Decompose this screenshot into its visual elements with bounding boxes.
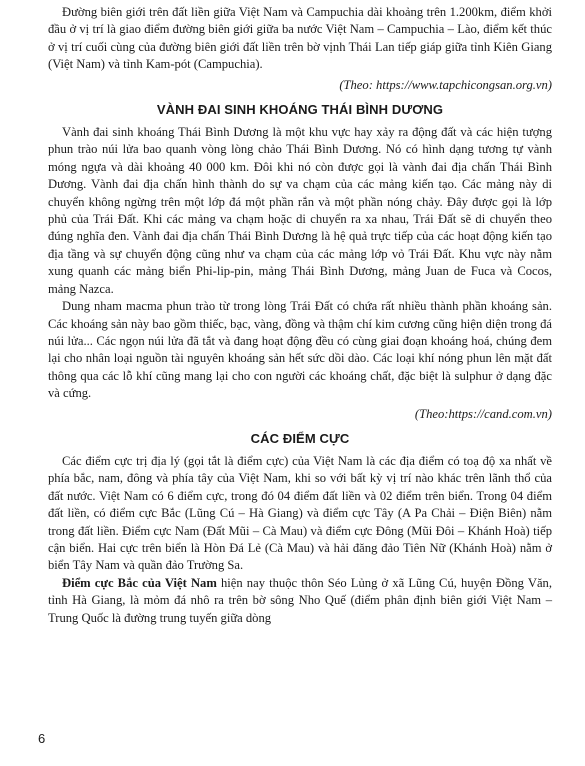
extreme-points-paragraph-1: Các điểm cực trị địa lý (gọi tắt là điểm cực) của Việt Nam là các địa điểm có toạ độ xa nhất về phía bắc, nam, đông và phía tây của Việt Nam, khi so với bất kỳ vị trí nào khác trên lãnh thổ của đất nước. Việt Nam có 6 điểm cực, trong đó 04 điểm đất liền và 02 điểm trên biển. Trong 04 điểm đất liền, có điểm cực Bắc (Lũng Cú – Hà Giang) và điểm cực Tây (A Pa Chải – Điện Biên) nằm trong đất liền. Điểm cực Nam (Đất Mũi – Cà Mau) và điểm cực Đông (Mũi Đôi – Khánh Hoà) tiếp cận biển. Hai cực trên biển là Hòn Đá Lẻ (Cà Mau) và hải đăng đảo Tiên Nữ (Khánh Hoà) nằm ở biển Tây Nam và quần đảo Trường Sa.	[48, 453, 552, 573]
page-number: 6	[38, 731, 46, 746]
northernmost-point-term: Điểm cực Bắc của Việt Nam	[62, 575, 217, 590]
northernmost-point-description: hiện nay thuộc thôn Séo Lủng ở xã Lũng Cú, huyện Đồng Văn, tỉnh Hà Giang, là mỏm đá nhô ra trên bờ sông Nho Quế (điểm phân định biên giới Việt Nam – Trung Quốc là đường trung tuyến giữa dòng	[48, 575, 552, 625]
section-title-extreme-points: CÁC ĐIỂM CỰC	[250, 430, 350, 446]
pacific-belt-paragraph-1: Vành đai sinh khoáng Thái Bình Dương là một khu vực hay xảy ra động đất và các hiện tượng phun trào núi lửa bao quanh vòng lòng chảo Thái Bình Dương. Nó có hình dạng tương tự vành móng ngựa và dài khoảng 40 000 km. Đôi khi nó còn được gọi là vành đai địa chấn Thái Bình Dương. Vành đai địa chấn hình thành do sự va chạm của các mảng kiến tạo. Các mảng này di chuyển không ngừng trên một lớp đá một phần rắn và một phần nóng chảy. Đây được gọi là lớp phủ của Trái Đất. Khi các mảng va chạm hoặc di chuyển ra xa nhau, Trái Đất sẽ di chuyển theo đúng nghĩa đen. Vành đai địa chấn Thái Bình Dương là hệ quả trực tiếp của các hoạt động kiến tạo địa tầng và sự chuyển động cũng như va chạm của các mảng lớp vỏ Trái Đất. Khu vực này nằm xung quanh các mảng biển Phi-lip-pin, mảng Thái Bình Dương, mảng Juan de Fuca và Cocos, mảng Nazca.	[48, 125, 552, 296]
intro-source: (Theo: https://www.tapchicongsan.org.vn)	[339, 77, 552, 92]
section-title-pacific-belt: VÀNH ĐAI SINH KHOÁNG THÁI BÌNH DƯƠNG	[156, 102, 444, 118]
intro-paragraph: Đường biên giới trên đất liền giữa Việt Nam và Campuchia dài khoảng trên 1.200km, điểm khởi đầu ở vị trí là giao điểm đường biên giới giữa ba nước Việt Nam – Campuchia – Lào, điểm kết thúc ở vị trí cuối cùng của đường biên giới đất liền trên bờ vịnh Thái Lan tiếp giáp giữa tỉnh Kiên Giang (Việt Nam) và tỉnh Kam-pót (Campuchia).	[48, 5, 552, 72]
pacific-belt-paragraph-2: Dung nham macma phun trào từ trong lòng Trái Đất có chứa rất nhiều thành phần khoáng sản. Các khoáng sản này bao gồm thiếc, bạc, vàng, đồng và thậm chí kim cương cũng hiện diện trong đá núi lửa... Các ngọn núi lửa đã tắt và đang hoạt động đều có cùng giai đoạn khoáng hoá, chúng đem lại cho nhân loại nguồn tài nguyên khoáng sản hết sức dồi dào. Các loại khí nóng phun lên mặt đất thông qua các lỗ khí cũng mang lại cho con người các khoáng chất, đặc biệt là sulphur ở dạng đặc và cứng.	[48, 299, 552, 401]
extreme-points-paragraph-2	[48, 575, 552, 627]
pacific-belt-source: (Theo:https://cand.com.vn)	[414, 406, 552, 421]
